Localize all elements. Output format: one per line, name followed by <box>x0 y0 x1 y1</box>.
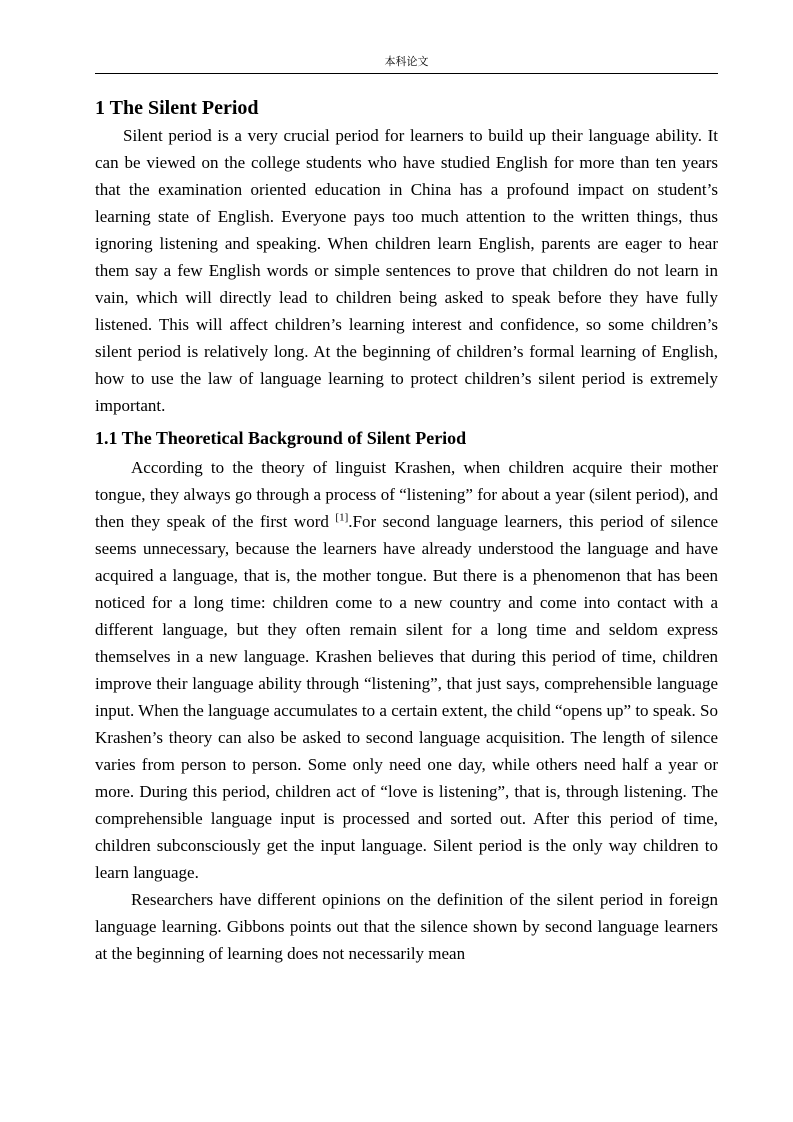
subsection-paragraph <box>95 454 718 886</box>
paragraph-text-after-citation: .For second language learners, this period of silence seems unnecessary, because the learners have already understood the language and have acquired a language, that is, the mother tongue. But there is a phenomenon that has been noticed for a long time: children come to a new country and come into contact with a different language, but they often remain silent for a long time and seldom express themselves in a new language. Krashen believes that during this period of time, children improve their language ability through “listening”, that just says, comprehensible language input. When the language accumulates to a certain extent, the child “opens up” to speak. So Krashen’s theory can also be asked to second language acquisition. The length of silence varies from person to person. Some only need one day, while others need half a year or more. During this period, children act of “love is listening”, that is, through listening. The comprehensible language input is processed and sorted out. After this period of time, children subconsciously get the input language. Silent period is the only way children to learn language. <box>95 512 718 882</box>
page-body <box>95 94 718 967</box>
subsection-paragraph: Researchers have different opinions on the definition of the silent period in foreign language learning. Gibbons points out that the silence shown by second language learners at the beginning of learning does not necessarily mean <box>95 890 718 963</box>
section-paragraph: Silent period is a very crucial period for learners to build up their language ability. It can be viewed on the college students who have studied English for more than ten years that the examination oriented education in China has a profound impact on student’s learning state of English. Everyone pays too much attention to the written things, thus ignoring listening and speaking. When children learn English, parents are eager to hear them say a few English words or simple sentences to prove that children do not learn in vain, which will directly lead to children being asked to speak before they have fully listened. This will affect children’s learning interest and confidence, so some children’s silent period is relatively long. At the beginning of children’s formal learning of English, how to use the law of language learning to protect children’s silent period is extremely important. <box>95 126 718 415</box>
paragraph-text-before-citation: According to the theory of linguist Krashen, when children acquire their mother tongue, they always go through a process of “listening” for about a year (silent period), and then they speak of the first word <box>95 458 718 531</box>
header-rule <box>95 73 718 74</box>
citation-marker: [1] <box>335 511 349 524</box>
section-heading: 1 The Silent Period <box>95 97 259 119</box>
running-header: 本科论文 <box>384 55 429 68</box>
subsection-heading: 1.1 The Theoretical Background of Silent Period <box>95 428 467 448</box>
